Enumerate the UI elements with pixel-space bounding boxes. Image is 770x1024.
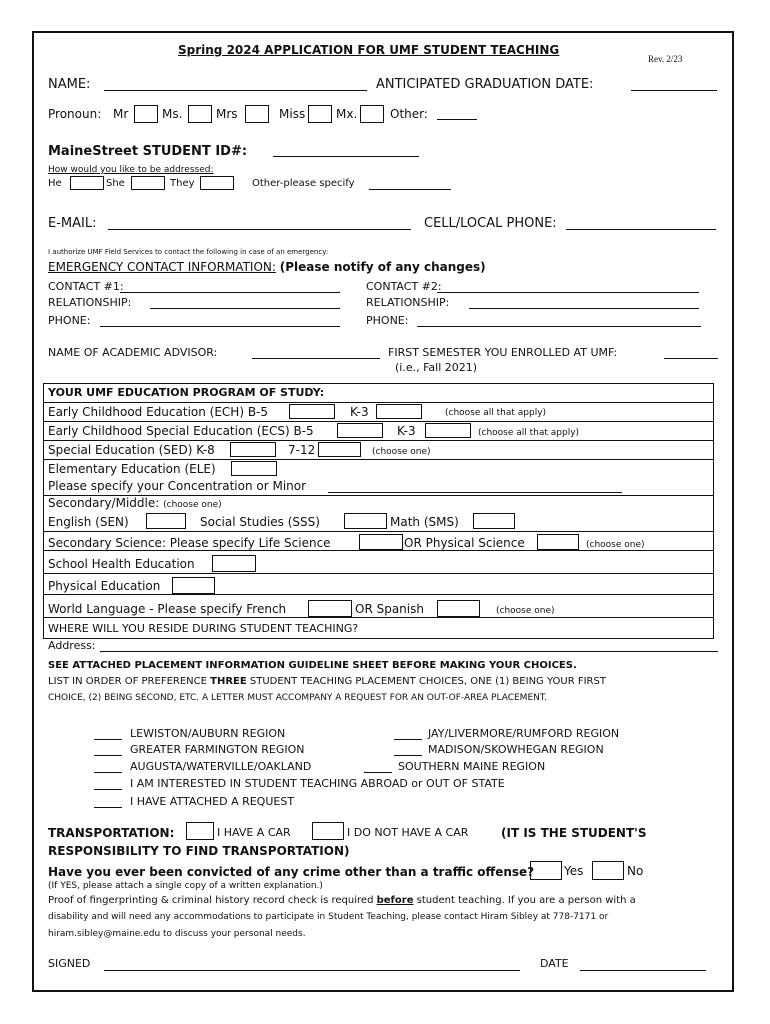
placement-instructions-2: CHOICE, (2) BEING SECOND, ETC. A LETTER MUST ACCOMPANY A REQUEST FOR AN OUT-OF-AREA PLACEMENT. <box>48 693 548 703</box>
pronoun-other-field[interactable] <box>437 119 477 120</box>
emergency-heading-note: (Please notify of any changes) <box>279 260 486 274</box>
attached-request-label: I HAVE ATTACHED A REQUEST <box>130 795 295 808</box>
ech-k3-checkbox[interactable] <box>376 404 422 419</box>
ele-concentration-field[interactable] <box>328 492 622 493</box>
science-note: (choose one) <box>586 540 645 550</box>
language-note: (choose one) <box>496 606 555 616</box>
proof-part: Proof of fingerprinting & criminal history record check is required <box>48 895 374 906</box>
phone-field[interactable] <box>566 229 716 230</box>
no-car-label: I DO NOT HAVE A CAR <box>347 826 469 839</box>
conviction-no-checkbox[interactable] <box>592 861 624 880</box>
phone2-field[interactable] <box>417 326 701 327</box>
pronoun-mrs-checkbox[interactable] <box>245 105 269 123</box>
address-they: They <box>170 178 195 189</box>
transport-responsibility-2: RESPONSIBILITY TO FIND TRANSPORTATION) <box>48 844 350 858</box>
ech-k3-label: K-3 <box>350 405 369 419</box>
pronoun-mrs: Mrs <box>216 107 238 121</box>
program-table <box>43 383 714 639</box>
region-augusta: AUGUSTA/WATERVILLE/OAKLAND <box>130 760 312 773</box>
proof-part: student teaching. If you are a person with a <box>416 895 636 906</box>
secondary-row <box>48 496 222 510</box>
ele-label: Elementary Education (ELE) <box>48 462 216 476</box>
contact2-field[interactable] <box>437 292 699 293</box>
relationship1-label: RELATIONSHIP: <box>48 296 132 309</box>
region-southern-maine: SOUTHERN MAINE REGION <box>398 760 546 773</box>
sed-712-checkbox[interactable] <box>318 442 361 457</box>
conviction-no-label: No <box>627 864 644 878</box>
region-rank-field[interactable] <box>94 739 122 740</box>
form-title: Spring 2024 APPLICATION FOR UMF STUDENT TEACHING <box>178 43 560 57</box>
sss-label: Social Studies (SSS) <box>200 515 320 529</box>
relationship1-field[interactable] <box>150 308 340 309</box>
address-other-field[interactable] <box>369 189 451 190</box>
residence-address-label: Address: <box>48 639 96 652</box>
secondary-note: (choose one) <box>163 500 222 510</box>
first-semester-field[interactable] <box>664 358 718 359</box>
relationship2-field[interactable] <box>469 308 699 309</box>
signed-label: SIGNED <box>48 957 91 970</box>
address-he: He <box>48 178 62 189</box>
placement-instructions-1 <box>48 676 606 687</box>
grad-date-field[interactable] <box>631 90 717 91</box>
phone1-field[interactable] <box>100 326 340 327</box>
pe-label: Physical Education <box>48 579 161 593</box>
ech-b5-checkbox[interactable] <box>289 404 335 419</box>
ech-label: Early Childhood Education (ECH) B-5 <box>48 405 269 419</box>
emergency-authorize: I authorize UMF Field Services to contact the following in case of an emergency: <box>48 248 329 256</box>
phone2-label: PHONE: <box>366 314 409 327</box>
transport-label: TRANSPORTATION: <box>48 826 175 840</box>
no-car-checkbox[interactable] <box>312 822 344 840</box>
placement-see-attached: SEE ATTACHED PLACEMENT INFORMATION GUIDELINE SHEET BEFORE MAKING YOUR CHOICES. <box>48 660 577 671</box>
date-field[interactable] <box>580 970 706 971</box>
science-label: Secondary Science: Please specify Life Science <box>48 536 331 550</box>
emergency-heading: EMERGENCY CONTACT INFORMATION: <box>48 260 276 274</box>
conviction-yes-checkbox[interactable] <box>530 861 562 880</box>
pronoun-mr-checkbox[interactable] <box>134 105 158 123</box>
region-rank-field[interactable] <box>394 739 422 740</box>
signature-field[interactable] <box>104 970 520 971</box>
instructions-three: THREE <box>210 676 247 687</box>
address-he-checkbox[interactable] <box>70 176 104 190</box>
advisor-field[interactable] <box>252 358 380 359</box>
life-science-checkbox[interactable] <box>359 534 403 550</box>
region-rank-field[interactable] <box>394 755 422 756</box>
transport-responsibility-1: (IT IS THE STUDENT'S <box>501 826 647 840</box>
region-farmington: GREATER FARMINGTON REGION <box>130 743 305 756</box>
sms-checkbox[interactable] <box>473 513 515 529</box>
ech-note: (choose all that apply) <box>445 408 547 418</box>
table-row-divider <box>44 440 713 441</box>
pronoun-miss-checkbox[interactable] <box>308 105 332 123</box>
proof-line-2: disability and will need any accommodations to participate in Student Teaching, please contact Hiram Sibley at 778-7171 or <box>48 912 609 922</box>
physical-science-label: OR Physical Science <box>404 536 525 550</box>
pronoun-mr: Mr <box>113 107 129 121</box>
sed-712-label: 7-12 <box>288 443 316 457</box>
table-row-divider <box>44 617 713 618</box>
sss-checkbox[interactable] <box>344 513 387 529</box>
proof-line-1 <box>48 895 636 906</box>
attached-request-field[interactable] <box>94 807 122 808</box>
spanish-checkbox[interactable] <box>437 600 480 617</box>
ele-checkbox[interactable] <box>231 461 277 476</box>
pronoun-label: Pronoun: <box>48 107 102 121</box>
contact1-label: CONTACT #1: <box>48 280 124 293</box>
address-they-checkbox[interactable] <box>200 176 234 190</box>
advisor-label: NAME OF ACADEMIC ADVISOR: <box>48 346 218 359</box>
pe-checkbox[interactable] <box>172 577 215 594</box>
program-heading: YOUR UMF EDUCATION PROGRAM OF STUDY: <box>48 386 325 399</box>
first-semester-label: FIRST SEMESTER YOU ENROLLED AT UMF: <box>388 346 618 359</box>
spanish-label: OR Spanish <box>355 602 424 616</box>
table-row-divider <box>44 573 713 574</box>
table-row-divider <box>44 421 713 422</box>
abroad-field[interactable] <box>94 789 122 790</box>
sed-label: Special Education (SED) K-8 <box>48 443 215 457</box>
conviction-note: (If YES, please attach a single copy of a written explanation.) <box>48 881 323 891</box>
phone1-label: PHONE: <box>48 314 91 327</box>
student-id-field[interactable] <box>273 156 419 157</box>
region-rank-field[interactable] <box>94 772 122 773</box>
emergency-heading-row <box>48 260 486 274</box>
region-lewiston: LEWISTON/AUBURN REGION <box>130 727 286 740</box>
region-jay: JAY/LIVERMORE/RUMFORD REGION <box>428 727 620 740</box>
name-label: NAME: <box>48 77 91 92</box>
student-id-label: MaineStreet STUDENT ID#: <box>48 144 248 159</box>
ecs-note: (choose all that apply) <box>478 428 580 438</box>
address-she-checkbox[interactable] <box>131 176 165 190</box>
have-car-checkbox[interactable] <box>186 822 214 840</box>
sen-checkbox[interactable] <box>146 513 186 529</box>
region-rank-field[interactable] <box>94 755 122 756</box>
name-field[interactable] <box>104 90 367 91</box>
contact2-label: CONTACT #2: <box>366 280 442 293</box>
sed-note: (choose one) <box>372 447 431 457</box>
proof-before: before <box>376 895 414 906</box>
have-car-label: I HAVE A CAR <box>217 826 291 839</box>
residence-question: WHERE WILL YOU RESIDE DURING STUDENT TEACHING? <box>48 622 359 635</box>
ecs-b5-checkbox[interactable] <box>337 423 383 438</box>
pronoun-ms-checkbox[interactable] <box>188 105 212 123</box>
abroad-label: I AM INTERESTED IN STUDENT TEACHING ABROAD or OUT OF STATE <box>130 777 505 790</box>
french-checkbox[interactable] <box>308 600 352 617</box>
physical-science-checkbox[interactable] <box>537 534 579 550</box>
pronoun-other: Other: <box>390 107 428 121</box>
pronoun-mx: Mx. <box>336 107 358 121</box>
address-preference-label: How would you like to be addressed: <box>48 165 214 175</box>
health-label: School Health Education <box>48 557 195 571</box>
ele-specify-label: Please specify your Concentration or Minor <box>48 479 307 493</box>
proof-line-3: hiram.sibley@maine.edu to discuss your personal needs. <box>48 929 306 939</box>
sed-k8-checkbox[interactable] <box>230 442 276 457</box>
pronoun-miss: Miss <box>279 107 306 121</box>
instructions-part: STUDENT TEACHING PLACEMENT CHOICES, ONE (1) BEING YOUR FIRST <box>249 676 606 687</box>
health-checkbox[interactable] <box>212 555 256 572</box>
language-label: World Language - Please specify French <box>48 602 287 616</box>
conviction-yes-label: Yes <box>564 864 584 878</box>
table-row-divider <box>44 459 713 460</box>
table-row-divider <box>44 531 713 532</box>
pronoun-ms: Ms. <box>162 107 183 121</box>
phone-label: CELL/LOCAL PHONE: <box>424 216 557 231</box>
conviction-question: Have you ever been convicted of any crime other than a traffic offense? <box>48 865 535 879</box>
region-madison: MADISON/SKOWHEGAN REGION <box>428 743 604 756</box>
pronoun-mx-checkbox[interactable] <box>360 105 384 123</box>
ecs-label: Early Childhood Special Education (ECS) B-5 <box>48 424 314 438</box>
secondary-label: Secondary/Middle: <box>48 496 160 510</box>
table-row-divider <box>44 594 713 595</box>
address-she: She <box>106 178 125 189</box>
ecs-k3-checkbox[interactable] <box>425 423 471 438</box>
sms-label: Math (SMS) <box>390 515 459 529</box>
revision-label: Rev. 2/23 <box>648 54 683 64</box>
email-field[interactable] <box>108 229 411 230</box>
instructions-part: LIST IN ORDER OF PREFERENCE <box>48 676 207 687</box>
date-label: DATE <box>540 957 569 970</box>
grad-date-label: ANTICIPATED GRADUATION DATE: <box>376 77 594 92</box>
relationship2-label: RELATIONSHIP: <box>366 296 450 309</box>
email-label: E-MAIL: <box>48 216 97 231</box>
region-rank-field[interactable] <box>364 772 392 773</box>
address-other-label: Other-please specify <box>252 178 355 189</box>
first-semester-note: (i.e., Fall 2021) <box>395 361 478 374</box>
contact1-field[interactable] <box>120 292 340 293</box>
residence-address-field[interactable] <box>100 651 718 652</box>
table-row-divider <box>44 550 713 551</box>
sen-label: English (SEN) <box>48 515 129 529</box>
ecs-k3-label: K-3 <box>397 424 416 438</box>
table-row-divider <box>44 402 713 403</box>
